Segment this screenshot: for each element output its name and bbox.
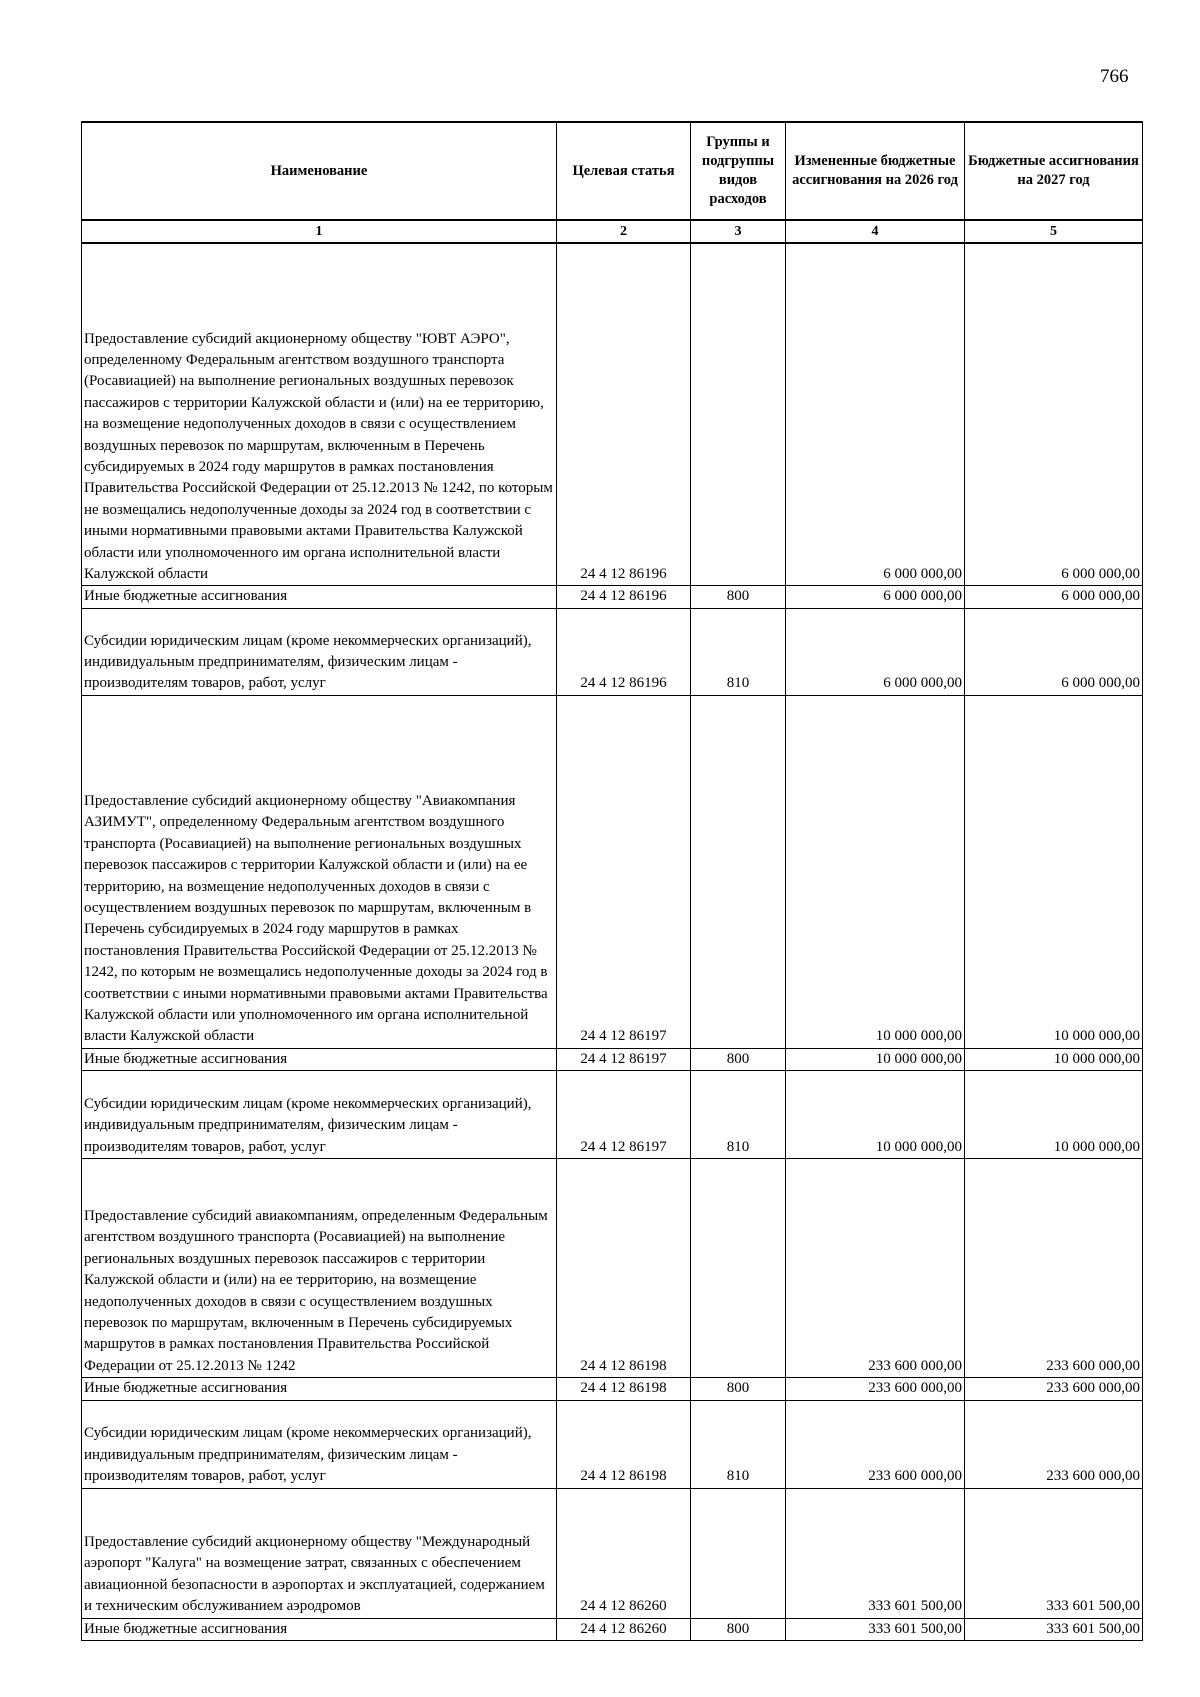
row-name: Субсидии юридическим лицам (кроме некоммерческих организаций), индивидуальным предпринимателям, физическим лицам - производителям товаров, работ, услуг [82,1071,557,1159]
row-name: Иные бюджетные ассигнования [82,586,557,608]
row-code: 24 4 12 86260 [557,1618,691,1640]
row-amount-2026: 333 601 500,00 [786,1488,965,1618]
header-group: Группы и подгруппы видов расходов [691,122,786,220]
row-amount-2026: 10 000 000,00 [786,1048,965,1070]
row-group [691,1488,786,1618]
row-group [691,243,786,586]
row-amount-2027: 10 000 000,00 [965,1071,1143,1159]
row-amount-2026: 10 000 000,00 [786,695,965,1048]
row-group: 800 [691,1048,786,1070]
table-row [82,608,1143,695]
header-amount-2027: Бюджетные ассигнования на 2027 год [965,122,1143,220]
header-name: Наименование [82,122,557,220]
row-amount-2026: 10 000 000,00 [786,1071,965,1159]
row-name: Субсидии юридическим лицам (кроме некоммерческих организаций), индивидуальным предпринимателям, физическим лицам - производителям товаров, работ, услуг [82,608,557,695]
row-code: 24 4 12 86198 [557,1400,691,1488]
column-number: 1 [82,220,557,243]
row-name: Иные бюджетные ассигнования [82,1048,557,1070]
row-code: 24 4 12 86197 [557,695,691,1048]
row-amount-2027: 233 600 000,00 [965,1400,1143,1488]
table-row [82,1159,1143,1378]
row-name: Предоставление субсидий акционерному обществу "Международный аэропорт "Калуга" на возмещение затрат, связанных с обеспечением авиационной безопасности в аэропортах и эксплуатацией, содержанием и техническим обслуживанием аэродромов [82,1488,557,1618]
row-code: 24 4 12 86197 [557,1048,691,1070]
row-name: Субсидии юридическим лицам (кроме некоммерческих организаций), индивидуальным предпринимателям, физическим лицам - производителям товаров, работ, услуг [82,1400,557,1488]
row-amount-2026: 6 000 000,00 [786,586,965,608]
row-code: 24 4 12 86196 [557,608,691,695]
row-amount-2027: 10 000 000,00 [965,695,1143,1048]
table-row [82,586,1143,608]
page-number: 766 [1100,66,1129,87]
column-number: 3 [691,220,786,243]
row-amount-2027: 333 601 500,00 [965,1618,1143,1640]
row-name: Предоставление субсидий акционерному обществу "Авиакомпания АЗИМУТ", определенному Федеральным агентством воздушного транспорта (Росавиацией) на выполнение региональных воздушных перевозок пассажиров с территории Калужской области и (или) на ее территорию, на возмещение недополученных доходов в связи с осуществлением воздушных перевозок по маршрутам, включенным в Перечень субсидируемых в 2024 году маршрутов в рамках постановления Правительства Российской Федерации от 25.12.2013 № 1242, по которым не возмещались недополученные доходы за 2024 год в соответствии с иными нормативными правовыми актами Правительства Калужской области или уполномоченного им органа исполнительной власти Калужской области [82,695,557,1048]
row-amount-2026: 233 600 000,00 [786,1378,965,1400]
row-amount-2027: 10 000 000,00 [965,1048,1143,1070]
row-code: 24 4 12 86260 [557,1488,691,1618]
row-amount-2027: 233 600 000,00 [965,1159,1143,1378]
row-amount-2026: 233 600 000,00 [786,1159,965,1378]
row-group [691,1159,786,1378]
row-code: 24 4 12 86196 [557,586,691,608]
column-number-row [82,220,1143,243]
row-name: Иные бюджетные ассигнования [82,1378,557,1400]
header-row [82,122,1143,220]
row-amount-2026: 6 000 000,00 [786,608,965,695]
row-group: 800 [691,1378,786,1400]
table-row [82,243,1143,586]
column-number: 4 [786,220,965,243]
row-code: 24 4 12 86198 [557,1159,691,1378]
table-row [82,1618,1143,1640]
table-row [82,1071,1143,1159]
table-row [82,1400,1143,1488]
column-number: 5 [965,220,1143,243]
row-amount-2027: 6 000 000,00 [965,243,1143,586]
header-code: Целевая статья [557,122,691,220]
row-name: Иные бюджетные ассигнования [82,1618,557,1640]
table-row [82,1378,1143,1400]
row-group [691,695,786,1048]
row-group: 810 [691,1071,786,1159]
budget-table [81,121,1143,1641]
row-amount-2027: 6 000 000,00 [965,608,1143,695]
row-name: Предоставление субсидий акционерному обществу "ЮВТ АЭРО", определенному Федеральным агентством воздушного транспорта (Росавиацией) на выполнение региональных воздушных перевозок пассажиров с территории Калужской области и (или) на ее территорию, на возмещение недополученных доходов в связи с осуществлением воздушных перевозок по маршрутам, включенным в Перечень субсидируемых в 2024 году маршрутов в рамках постановления Правительства Российской Федерации от 25.12.2013 № 1242, по которым не возмещались недополученные доходы за 2024 год в соответствии с иными нормативными правовыми актами Правительства Калужской области или уполномоченного им органа исполнительной власти Калужской области [82,243,557,586]
row-group: 800 [691,586,786,608]
table-row [82,695,1143,1048]
row-code: 24 4 12 86196 [557,243,691,586]
row-amount-2026: 233 600 000,00 [786,1400,965,1488]
row-code: 24 4 12 86197 [557,1071,691,1159]
row-group: 810 [691,1400,786,1488]
header-amount-2026: Измененные бюджетные ассигнования на 2026 год [786,122,965,220]
column-number: 2 [557,220,691,243]
row-amount-2026: 333 601 500,00 [786,1618,965,1640]
row-amount-2027: 333 601 500,00 [965,1488,1143,1618]
table-row [82,1048,1143,1070]
table-row [82,1488,1143,1618]
row-group: 800 [691,1618,786,1640]
row-amount-2027: 233 600 000,00 [965,1378,1143,1400]
row-group: 810 [691,608,786,695]
row-amount-2027: 6 000 000,00 [965,586,1143,608]
row-name: Предоставление субсидий авиакомпаниям, определенным Федеральным агентством воздушного транспорта (Росавиацией) на выполнение региональных воздушных перевозок пассажиров с территории Калужской области и (или) на ее территорию, на возмещение недополученных доходов в связи с осуществлением воздушных перевозок по маршрутам, включенным в Перечень субсидируемых маршрутов в рамках постановления Правительства Российской Федерации от 25.12.2013 № 1242 [82,1159,557,1378]
row-code: 24 4 12 86198 [557,1378,691,1400]
row-amount-2026: 6 000 000,00 [786,243,965,586]
